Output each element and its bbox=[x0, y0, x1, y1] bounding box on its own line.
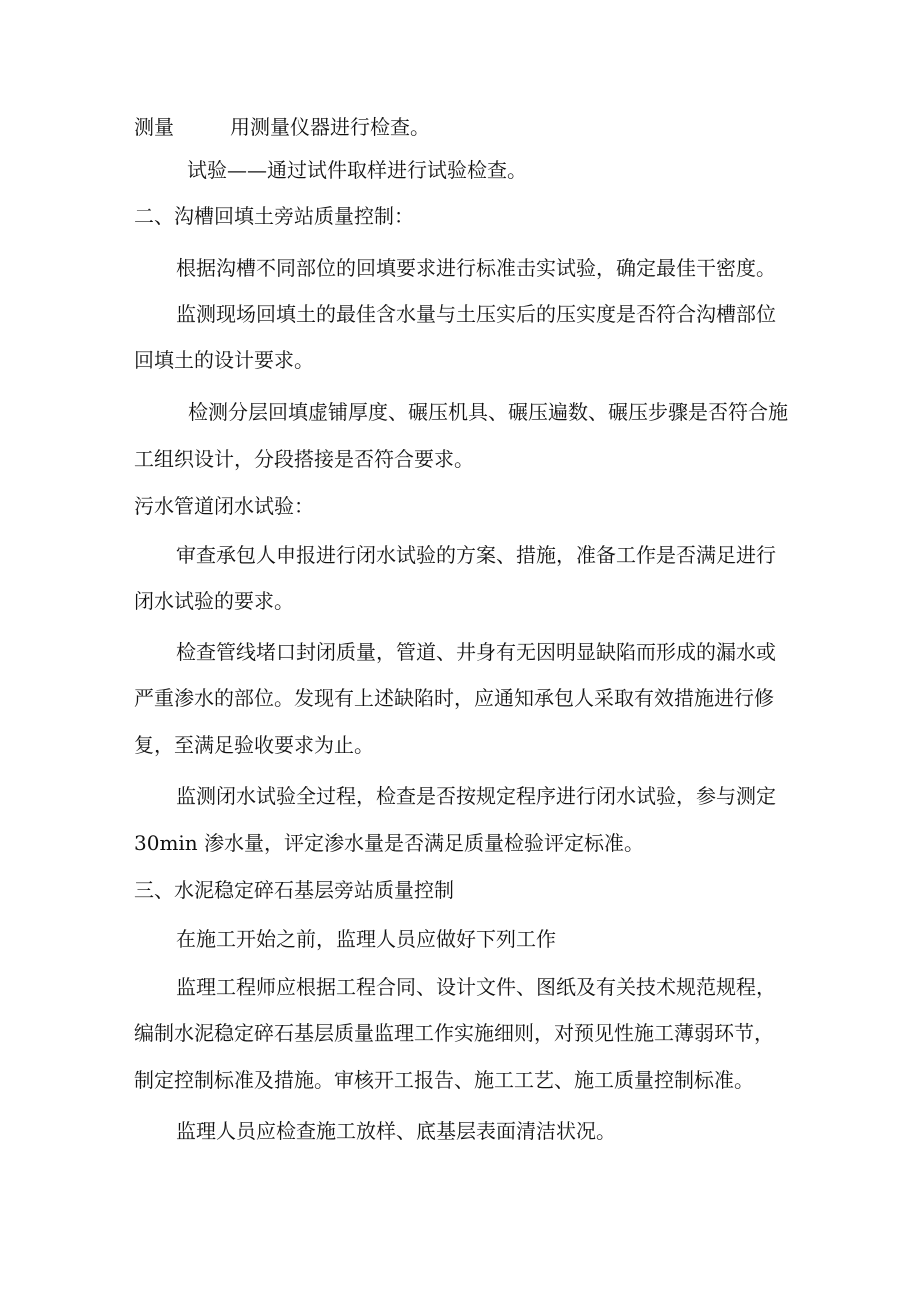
line-measurement-label: 测量 bbox=[134, 115, 174, 139]
paragraph-line: 严重渗水的部位。发现有上述缺陷时，应通知承包人采取有效措施进行修 bbox=[134, 686, 774, 710]
paragraph-line: 检查管线堵口封闭质量，管道、井身有无因明显缺陷而形成的漏水或 bbox=[176, 640, 776, 664]
paragraph-line: 监理人员应检查施工放样、底基层表面清洁状况。 bbox=[176, 1119, 616, 1143]
paragraph-line: 回填土的设计要求。 bbox=[134, 348, 314, 372]
subsection-heading: 污水管道闭水试验： bbox=[134, 494, 314, 518]
paragraph-line: 审查承包人申报进行闭水试验的方案、措施，准备工作是否满足进行 bbox=[176, 543, 776, 567]
paragraph-line: 制定控制标准及措施。审核开工报告、施工工艺、施工质量控制标准。 bbox=[134, 1068, 754, 1092]
paragraph-line: 30min 渗水量，评定渗水量是否满足质量检验评定标准。 bbox=[134, 831, 645, 855]
paragraph-line: 复，至满足验收要求为止。 bbox=[134, 733, 374, 757]
section-heading-3: 三、水泥稳定碎石基层旁站质量控制 bbox=[134, 878, 454, 902]
paragraph-line: 编制水泥稳定碎石基层质量监理工作实施细则，对预见性施工薄弱环节， bbox=[134, 1021, 774, 1045]
paragraph-line: 在施工开始之前，监理人员应做好下列工作 bbox=[176, 927, 556, 951]
paragraph-line: 监测闭水试验全过程，检查是否按规定程序进行闭水试验，参与测定 bbox=[176, 784, 776, 808]
line-measurement-text: 用测量仪器进行检查。 bbox=[230, 115, 430, 139]
paragraph-line: 监测现场回填土的最佳含水量与土压实后的压实度是否符合沟槽部位 bbox=[176, 302, 776, 326]
paragraph-line: 闭水试验的要求。 bbox=[134, 589, 294, 613]
paragraph-line: 监理工程师应根据工程合同、设计文件、图纸及有关技术规范规程， bbox=[176, 975, 776, 999]
paragraph-line: 检测分层回填虚铺厚度、碾压机具、碾压遍数、碾压步骤是否符合施 bbox=[188, 400, 788, 424]
line-measurement bbox=[134, 115, 430, 139]
line-test: 试验——通过试件取样进行试验检查。 bbox=[187, 158, 527, 182]
paragraph-line: 根据沟槽不同部位的回填要求进行标准击实试验，确定最佳干密度。 bbox=[176, 256, 776, 280]
paragraph-line: 工组织设计，分段搭接是否符合要求。 bbox=[134, 447, 474, 471]
section-heading-2: 二、沟槽回填土旁站质量控制： bbox=[134, 204, 414, 228]
